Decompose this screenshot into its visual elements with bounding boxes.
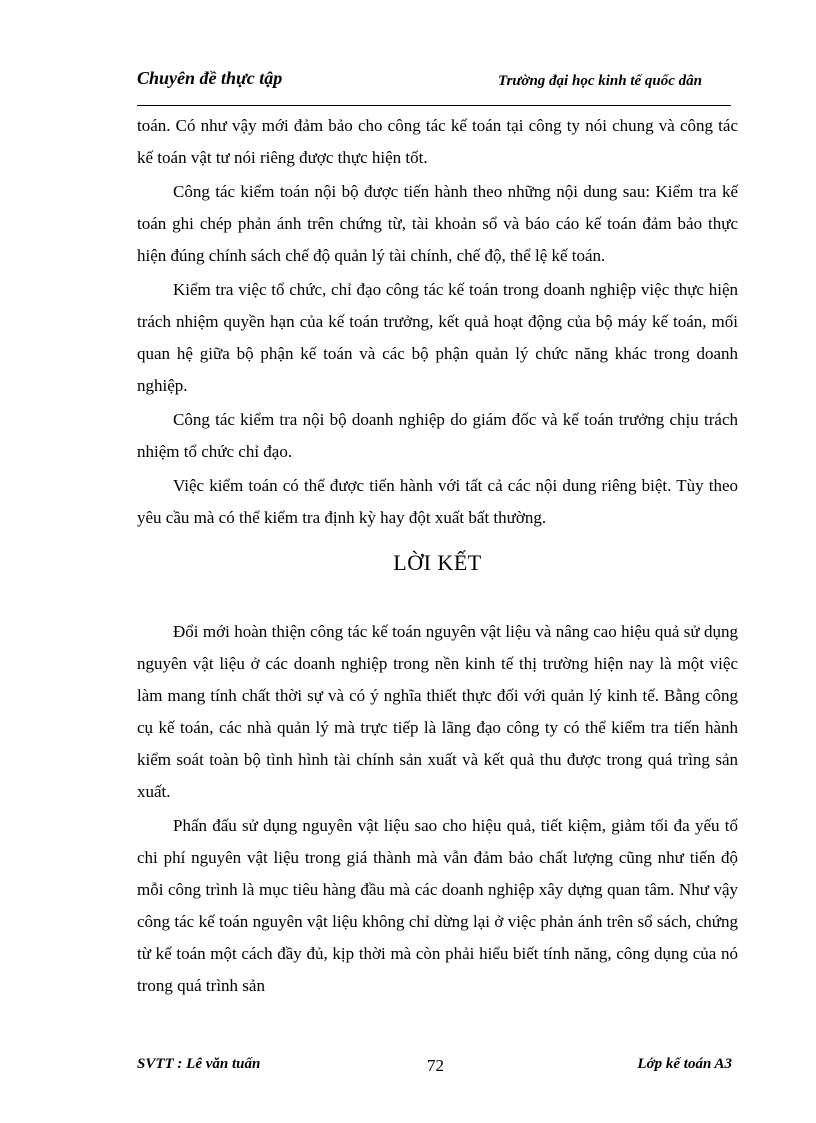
header-university: Trường đại học kinh tế quốc dân bbox=[497, 73, 702, 89]
page-header bbox=[137, 68, 732, 98]
page-number: 72 bbox=[427, 1056, 444, 1075]
paragraph: Đổi mới hoàn thiện công tác kế toán nguyên vật liệu và nâng cao hiệu quả sử dụng nguyên vật liệu ở các doanh nghiệp trong nền kinh tế thị trường hiện nay là một việc làm mang tính chất thời sự và có ý nghĩa thiết thực đối với quản lý kinh tế. Bằng công cụ kế toán, các nhà quản lý mà trực tiếp là lãng đạo công ty có thể kiểm tra tiến hành kiểm soát toàn bộ tình hình tài chính sản xuất và kết quả thu được trong quá trìng sản xuất. bbox=[137, 622, 738, 801]
paragraph: Việc kiểm toán có thể được tiến hành với tất cả các nội dung riêng biệt. Tùy theo yêu cầu mà có thể kiểm tra định kỳ hay đột xuất bất thường. bbox=[137, 476, 738, 527]
header-divider bbox=[137, 105, 731, 106]
paragraph: Công tác kiểm tra nội bộ doanh nghiệp do giám đốc và kế toán trưởng chịu trách nhiệm tổ chức chỉ đạo. bbox=[137, 410, 738, 461]
paragraph: Kiểm tra việc tổ chức, chỉ đạo công tác kế toán trong doanh nghiệp việc thực hiện trách nhiệm quyền hạn của kế toán trưởng, kết quả hoạt động của bộ máy kế toán, mối quan hệ giữa bộ phận kế toán và các bộ phận quản lý chức năng khác trong doanh nghiệp. bbox=[137, 280, 738, 395]
document-body bbox=[137, 110, 738, 1002]
footer-class: Lớp kế toán A3 bbox=[637, 1056, 732, 1072]
paragraph: Phấn đấu sử dụng nguyên vật liệu sao cho hiệu quả, tiết kiệm, giảm tối đa yếu tố chi phí nguyên vật liệu trong giá thành mà vẫn đảm bảo chất lượng cũng như tiến độ mỗi công trình là mục tiêu hàng đầu mà các doanh nghiệp xây dựng quan tâm. Như vậy công tác kế toán nguyên vật liệu không chỉ dừng lại ở việc phản ánh trên sổ sách, chứng từ kế toán một cách đầy đủ, kịp thời mà còn phải hiểu biết tính năng, công dụng của nó trong quá trình sản bbox=[137, 816, 738, 995]
section-title: LỜI KẾT bbox=[393, 550, 482, 575]
page-footer bbox=[137, 1056, 738, 1082]
paragraph: toán. Có như vậy mới đảm bảo cho công tác kế toán tại công ty nói chung và công tác kế toán vật tư nói riêng được thực hiện tốt. bbox=[137, 116, 738, 167]
header-title: Chuyên đề thực tập bbox=[137, 68, 283, 88]
paragraph: Công tác kiểm toán nội bộ được tiến hành theo những nội dung sau: Kiểm tra kế toán ghi chép phản ánh trên chứng từ, tài khoản sổ và báo cáo kế toán đảm bảo thực hiện đúng chính sách chế độ quản lý tài chính, chế độ, thể lệ kế toán. bbox=[137, 182, 738, 265]
footer-student: SVTT : Lê văn tuấn bbox=[137, 1056, 261, 1072]
